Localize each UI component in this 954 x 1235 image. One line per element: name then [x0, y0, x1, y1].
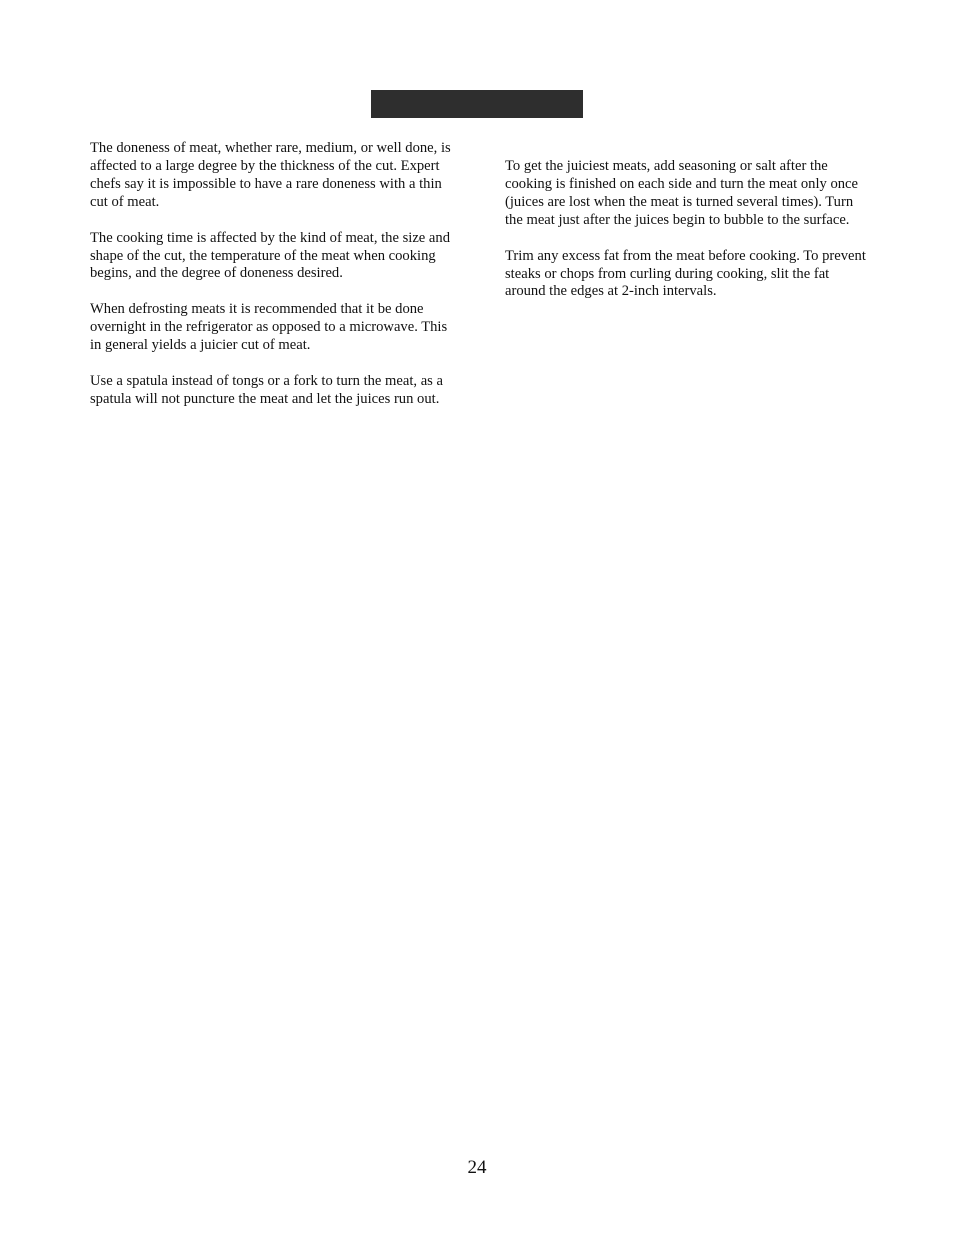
paragraph-juiciest-meats: To get the juiciest meats, add seasoning or salt after the cooking is finished on each side and turn the meat only once (juices are lost when the meat is turned several times). Turn the meat just after the juices begin to bubble to the surface. [505, 158, 858, 228]
left-text-column [90, 140, 452, 427]
paragraph-trim-fat: Trim any excess fat from the meat before cooking. To prevent steaks or chops from curling during cooking, slit the fat around the edges at 2-inch intervals. [505, 247, 866, 300]
paragraph-spatula: Use a spatula instead of tongs or a fork to turn the meat, as a spatula will not puncture the meat and let the juices run out. [90, 373, 443, 407]
right-text-column [505, 158, 867, 319]
paragraph-cooking-time: The cooking time is affected by the kind of meat, the size and shape of the cut, the temperature of the meat when cooking begins, and the degree of doneness desired. [90, 229, 450, 282]
paragraph-doneness: The doneness of meat, whether rare, medium, or well done, is affected to a large degree by the thickness of the cut. Expert chefs say it is impossible to have a rare doneness with a thin cut of meat. [90, 140, 451, 210]
section-header-bar [371, 90, 583, 118]
page-number: 24 [467, 1157, 487, 1178]
paragraph-defrosting: When defrosting meats it is recommended that it be done overnight in the refrigerator as opposed to a microwave. This in general yields a juicier cut of meat. [90, 301, 448, 354]
